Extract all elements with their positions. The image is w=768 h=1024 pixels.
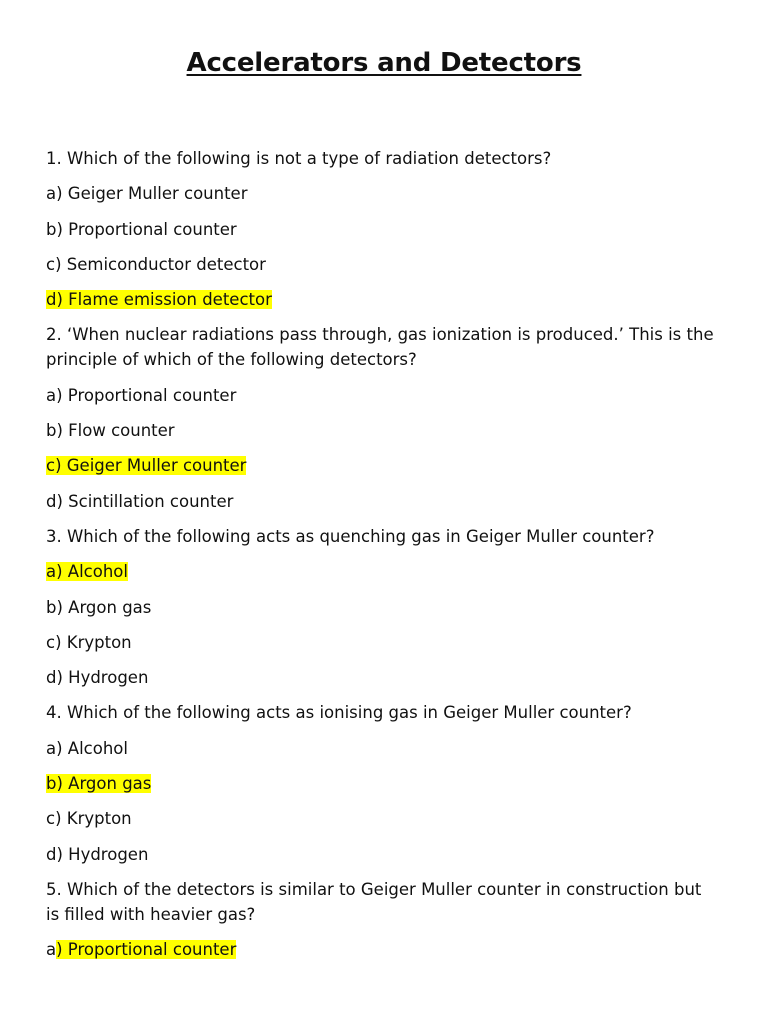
- question-block: [46, 146, 726, 312]
- correct-answer-highlight: b) Argon gas: [46, 774, 152, 794]
- question-text: 3. Which of the following acts as quenching gas in Geiger Muller counter?: [46, 526, 655, 546]
- correct-answer-highlight: a) Alcohol: [46, 562, 128, 582]
- answer-option: a) Proportional counter: [46, 385, 237, 405]
- answer-option-correct: [46, 559, 726, 584]
- answer-option: a) Alcohol: [46, 738, 128, 758]
- answer-option-correct: [46, 937, 726, 962]
- answer-option: a) Geiger Muller counter: [46, 184, 248, 204]
- question-block: [46, 877, 726, 962]
- answer-option-correct: [46, 453, 726, 478]
- correct-answer-highlight: ) Proportional counter: [56, 940, 237, 960]
- question-text-continued: is filled with heavier gas?: [46, 904, 256, 924]
- question-text: 4. Which of the following acts as ionising gas in Geiger Muller counter?: [46, 703, 632, 723]
- answer-option: b) Argon gas: [46, 597, 152, 617]
- question-text: 1. Which of the following is not a type of radiation detectors?: [46, 149, 552, 168]
- question-text: 5. Which of the detectors is similar to Geiger Muller counter in construction but: [46, 879, 702, 899]
- question-text: 2. ‘When nuclear radiations pass through, gas ionization is produced.’ This is the: [46, 325, 714, 345]
- answer-option: d) Scintillation counter: [46, 491, 234, 511]
- answer-option: c) Krypton: [46, 809, 132, 829]
- question-block: [46, 524, 726, 690]
- correct-answer-highlight: d) Flame emission detector: [46, 290, 272, 310]
- answer-option: d) Hydrogen: [46, 668, 149, 688]
- answer-option: c) Krypton: [46, 632, 132, 652]
- answer-option: b) Flow counter: [46, 421, 175, 441]
- document-title: Accelerators and Detectors: [186, 48, 582, 78]
- question-text-continued: principle of which of the following detectors?: [46, 350, 417, 370]
- question-list: [46, 146, 726, 973]
- answer-option-correct: [46, 287, 726, 312]
- question-block: [46, 322, 726, 513]
- answer-option: c) Semiconductor detector: [46, 254, 266, 274]
- correct-answer-highlight: c) Geiger Muller counter: [46, 456, 247, 476]
- question-block: [46, 700, 726, 866]
- answer-prefix: a: [46, 940, 57, 960]
- answer-option-correct: [46, 771, 726, 796]
- answer-option: b) Proportional counter: [46, 219, 237, 239]
- answer-option: d) Hydrogen: [46, 844, 149, 864]
